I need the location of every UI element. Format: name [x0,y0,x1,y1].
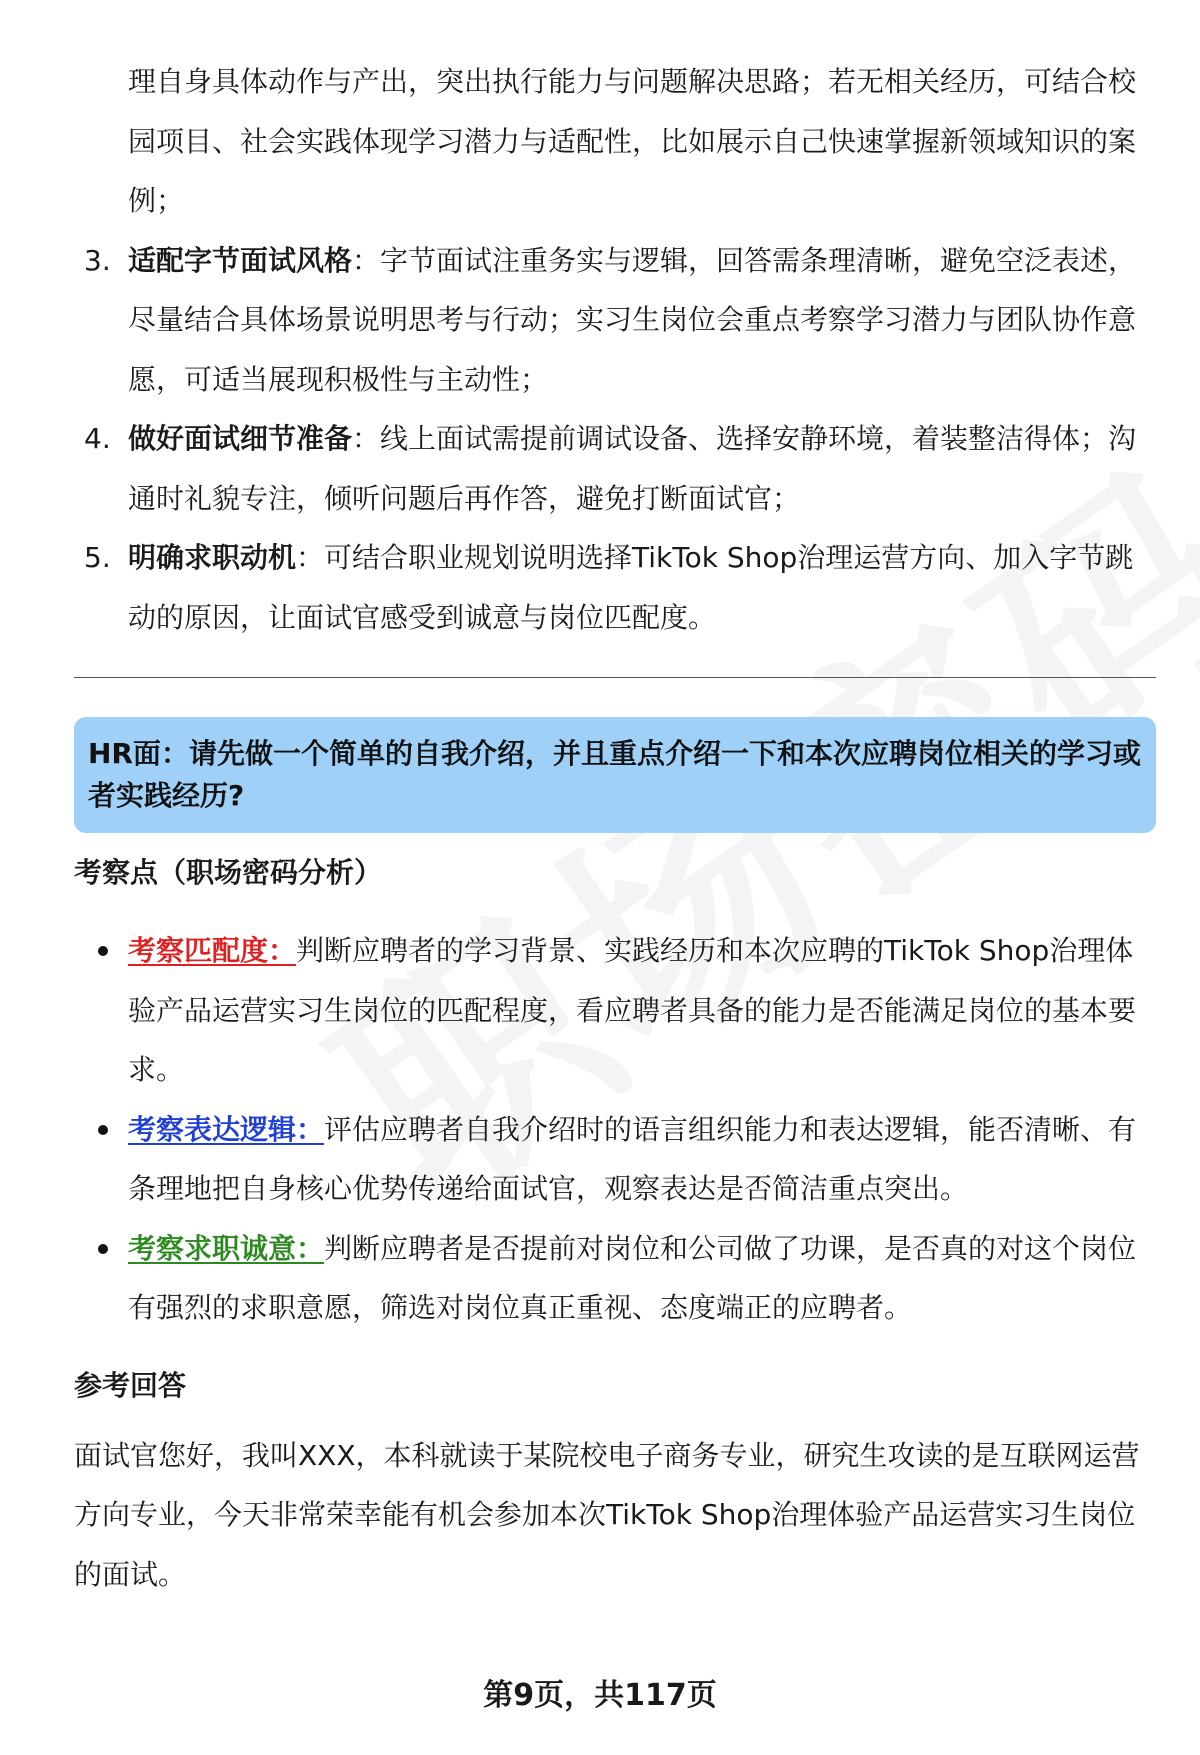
tip-text: ：可结合职业规划说明选择TikTok Shop治理运营方向、加入字节跳动的原因，让面试官感受到诚意与岗位匹配度。 [128,541,1134,634]
assessment-label: 考察匹配度： [128,934,297,967]
list-item [74,528,1154,647]
page-number: 第9页，共117页 [483,1678,717,1713]
assessment-label: 考察求职诚意： [128,1231,325,1265]
tip-title: 明确求职动机 [128,541,297,574]
intro-continuation: 理自身具体动作与产出，突出执行能力与问题解决思路；若无相关经历，可结合校园项目、社会实践体现学习潜力与适配性，比如展示自己快速掌握新领域知识的案例； [128,65,1137,217]
answer-heading: 参考回答 [74,1368,187,1402]
tip-text: ：字节面试注重务实与逻辑，回答需条理清晰，避免空泛表述，尽量结合具体场景说明思考与行动；实习生岗位会重点考察学习潜力与团队协作意愿，可适当展现积极性与主动性； [128,243,1137,396]
answer-paragraph: 面试官您好，我叫XXX，本科就读于某院校电子商务专业，研究生攻读的是互联网运营方向专业，今天非常荣幸能有机会参加本次TikTok Shop治理体验产品运营实习生岗位的面试。 [74,1438,1140,1591]
tip-title: 做好面试细节准备 [128,422,353,455]
assessment-text: 判断应聘者是否提前对岗位和公司做了功课，是否真的对这个岗位有强烈的求职意愿，筛选对岗位真正重视、态度端正的应聘者。 [128,1231,1137,1324]
list-item [74,1219,1154,1338]
tips-list [74,231,1154,648]
tip-text: ：线上面试需提前调试设备、选择安静环境，着装整洁得体；沟通时礼貌专注，倾听问题后再作答，避免打断面试官； [128,422,1137,515]
list-item [74,409,1154,528]
page-content [74,52,1154,1604]
section-divider [74,677,1156,678]
list-item [74,921,1154,1100]
assessment-list [74,921,1154,1338]
list-item [74,231,1154,410]
bullet-icon [98,1125,108,1135]
assessment-text: 判断应聘者的学习背景、实践经历和本次应聘的TikTok Shop治理体验产品运营实习生岗位的匹配程度，看应聘者具备的能力是否能满足岗位的基本要求。 [128,934,1137,1086]
list-number: 4. [84,422,111,455]
bullet-icon [98,946,108,956]
list-item [74,1100,1154,1219]
assessment-text: 评估应聘者自我介绍时的语言组织能力和表达逻辑，能否清晰、有条理地把自身核心优势传递给面试官，观察表达是否简洁重点突出。 [128,1112,1137,1205]
bullet-icon [98,1244,108,1254]
list-number: 3. [84,243,111,277]
list-number: 5. [84,541,111,574]
assessment-heading: 考察点（职场密码分析） [74,856,383,889]
tip-title: 适配字节面试风格 [128,243,353,277]
question-box: HR面：请先做一个简单的自我介绍，并且重点介绍一下和本次应聘岗位相关的学习或者实践经历? [74,717,1156,833]
assessment-label: 考察表达逻辑： [128,1112,325,1146]
